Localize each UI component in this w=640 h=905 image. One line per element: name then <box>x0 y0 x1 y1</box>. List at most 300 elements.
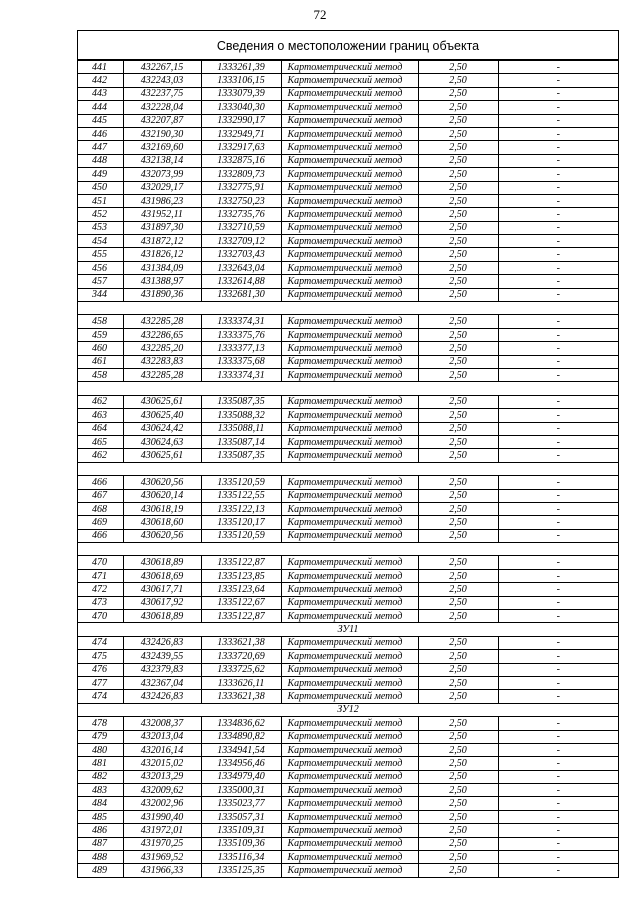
point-number-cell: 446 <box>78 127 123 140</box>
table-row <box>78 717 618 730</box>
point-number-cell: 461 <box>78 355 123 368</box>
x-coordinate-cell: 431990,40 <box>123 810 201 823</box>
method-cell: Картометрический метод <box>281 168 418 181</box>
table-row <box>78 168 618 181</box>
separator-cell <box>78 543 618 556</box>
point-number-cell: 469 <box>78 516 123 529</box>
y-coordinate-cell: 1333040,30 <box>201 101 281 114</box>
y-coordinate-cell: 1335023,77 <box>201 797 281 810</box>
method-cell: Картометрический метод <box>281 355 418 368</box>
description-cell: - <box>498 851 618 864</box>
method-cell: Картометрический метод <box>281 837 418 850</box>
description-cell: - <box>498 422 618 435</box>
method-cell: Картометрический метод <box>281 610 418 623</box>
accuracy-cell: 2,50 <box>418 663 498 676</box>
method-cell: Картометрический метод <box>281 221 418 234</box>
accuracy-cell: 2,50 <box>418 489 498 502</box>
table-row <box>78 851 618 864</box>
y-coordinate-cell: 1334979,40 <box>201 770 281 783</box>
point-number-cell: 476 <box>78 663 123 676</box>
table-row <box>78 74 618 87</box>
description-cell: - <box>498 154 618 167</box>
x-coordinate-cell: 432283,83 <box>123 355 201 368</box>
y-coordinate-cell: 1335122,55 <box>201 489 281 502</box>
x-coordinate-cell: 432439,55 <box>123 650 201 663</box>
accuracy-cell: 2,50 <box>418 342 498 355</box>
description-cell: - <box>498 529 618 542</box>
table-row <box>78 502 618 515</box>
accuracy-cell: 2,50 <box>418 114 498 127</box>
description-cell: - <box>498 824 618 837</box>
point-number-cell: 474 <box>78 636 123 649</box>
x-coordinate-cell: 431970,25 <box>123 837 201 850</box>
point-number-cell: 458 <box>78 368 123 381</box>
y-coordinate-cell: 1335087,14 <box>201 435 281 448</box>
table-row <box>78 87 618 100</box>
point-number-cell: 464 <box>78 422 123 435</box>
x-coordinate-cell: 431897,30 <box>123 221 201 234</box>
method-cell: Картометрический метод <box>281 235 418 248</box>
point-number-cell: 470 <box>78 556 123 569</box>
description-cell: - <box>498 596 618 609</box>
description-cell: - <box>498 610 618 623</box>
accuracy-cell: 2,50 <box>418 87 498 100</box>
x-coordinate-cell: 430625,40 <box>123 409 201 422</box>
point-number-cell: 454 <box>78 235 123 248</box>
x-coordinate-cell: 431388,97 <box>123 275 201 288</box>
y-coordinate-cell: 1334956,46 <box>201 757 281 770</box>
table-row <box>78 181 618 194</box>
point-number-cell: 473 <box>78 596 123 609</box>
point-number-cell: 489 <box>78 864 123 877</box>
table-row <box>78 797 618 810</box>
point-number-cell: 445 <box>78 114 123 127</box>
page-number: 72 <box>313 7 327 22</box>
y-coordinate-cell: 1333621,38 <box>201 636 281 649</box>
method-cell: Картометрический метод <box>281 797 418 810</box>
point-number-cell: 455 <box>78 248 123 261</box>
y-coordinate-cell: 1332614,88 <box>201 275 281 288</box>
description-cell: - <box>498 61 618 74</box>
table-row <box>78 529 618 542</box>
point-number-cell: 468 <box>78 502 123 515</box>
y-coordinate-cell: 1335000,31 <box>201 784 281 797</box>
y-coordinate-cell: 1335122,87 <box>201 610 281 623</box>
description-cell: - <box>498 355 618 368</box>
x-coordinate-cell: 432426,83 <box>123 636 201 649</box>
y-coordinate-cell: 1335122,87 <box>201 556 281 569</box>
point-number-cell: 456 <box>78 261 123 274</box>
method-cell: Картометрический метод <box>281 61 418 74</box>
accuracy-cell: 2,50 <box>418 569 498 582</box>
point-number-cell: 450 <box>78 181 123 194</box>
point-number-cell: 453 <box>78 221 123 234</box>
table-row <box>78 810 618 823</box>
x-coordinate-cell: 432016,14 <box>123 743 201 756</box>
accuracy-cell: 2,50 <box>418 690 498 703</box>
x-coordinate-cell: 430618,89 <box>123 610 201 623</box>
point-number-cell: 465 <box>78 435 123 448</box>
y-coordinate-cell: 1332809,73 <box>201 168 281 181</box>
method-cell: Картометрический метод <box>281 422 418 435</box>
description-cell: - <box>498 743 618 756</box>
accuracy-cell: 2,50 <box>418 422 498 435</box>
accuracy-cell: 2,50 <box>418 810 498 823</box>
description-cell: - <box>498 395 618 408</box>
separator-row <box>78 302 618 315</box>
method-cell: Картометрический метод <box>281 663 418 676</box>
method-cell: Картометрический метод <box>281 743 418 756</box>
method-cell: Картометрический метод <box>281 476 418 489</box>
x-coordinate-cell: 430625,61 <box>123 449 201 462</box>
accuracy-cell: 2,50 <box>418 181 498 194</box>
table-row <box>78 556 618 569</box>
method-cell: Картометрический метод <box>281 650 418 663</box>
x-coordinate-cell: 432267,15 <box>123 61 201 74</box>
point-number-cell: 466 <box>78 476 123 489</box>
description-cell: - <box>498 569 618 582</box>
description-cell: - <box>498 221 618 234</box>
accuracy-cell: 2,50 <box>418 61 498 74</box>
y-coordinate-cell: 1335123,85 <box>201 569 281 582</box>
accuracy-cell: 2,50 <box>418 730 498 743</box>
table-row <box>78 248 618 261</box>
method-cell: Картометрический метод <box>281 864 418 877</box>
x-coordinate-cell: 431890,36 <box>123 288 201 301</box>
description-cell: - <box>498 74 618 87</box>
separator-cell <box>78 302 618 315</box>
method-cell: Картометрический метод <box>281 516 418 529</box>
table-row <box>78 516 618 529</box>
table-row <box>78 583 618 596</box>
description-cell: - <box>498 181 618 194</box>
accuracy-cell: 2,50 <box>418 837 498 850</box>
point-number-cell: 478 <box>78 717 123 730</box>
method-cell: Картометрический метод <box>281 154 418 167</box>
table-row <box>78 114 618 127</box>
table-row <box>78 690 618 703</box>
table-row <box>78 676 618 689</box>
x-coordinate-cell: 432285,20 <box>123 342 201 355</box>
method-cell: Картометрический метод <box>281 596 418 609</box>
method-cell: Картометрический метод <box>281 690 418 703</box>
table-row <box>78 221 618 234</box>
method-cell: Картометрический метод <box>281 676 418 689</box>
y-coordinate-cell: 1334836,62 <box>201 717 281 730</box>
accuracy-cell: 2,50 <box>418 717 498 730</box>
y-coordinate-cell: 1333720,69 <box>201 650 281 663</box>
y-coordinate-cell: 1332750,23 <box>201 194 281 207</box>
method-cell: Картометрический метод <box>281 101 418 114</box>
accuracy-cell: 2,50 <box>418 409 498 422</box>
table-row <box>78 476 618 489</box>
description-cell: - <box>498 650 618 663</box>
x-coordinate-cell: 432228,04 <box>123 101 201 114</box>
description-cell: - <box>498 810 618 823</box>
description-cell: - <box>498 248 618 261</box>
separator-row <box>78 543 618 556</box>
description-cell: - <box>498 141 618 154</box>
x-coordinate-cell: 432013,04 <box>123 730 201 743</box>
y-coordinate-cell: 1335116,34 <box>201 851 281 864</box>
method-cell: Картометрический метод <box>281 851 418 864</box>
y-coordinate-cell: 1335120,59 <box>201 476 281 489</box>
accuracy-cell: 2,50 <box>418 476 498 489</box>
table-row <box>78 489 618 502</box>
description-cell: - <box>498 784 618 797</box>
x-coordinate-cell: 432002,96 <box>123 797 201 810</box>
y-coordinate-cell: 1335120,17 <box>201 516 281 529</box>
table-row <box>78 449 618 462</box>
accuracy-cell: 2,50 <box>418 275 498 288</box>
x-coordinate-cell: 432169,60 <box>123 141 201 154</box>
method-cell: Картометрический метод <box>281 435 418 448</box>
point-number-cell: 457 <box>78 275 123 288</box>
description-cell: - <box>498 127 618 140</box>
accuracy-cell: 2,50 <box>418 583 498 596</box>
x-coordinate-cell: 430618,19 <box>123 502 201 515</box>
coordinates-table-body <box>78 61 618 878</box>
point-number-cell: 441 <box>78 61 123 74</box>
accuracy-cell: 2,50 <box>418 127 498 140</box>
description-cell: - <box>498 168 618 181</box>
coordinates-table <box>78 60 618 878</box>
accuracy-cell: 2,50 <box>418 154 498 167</box>
description-cell: - <box>498 864 618 877</box>
description-cell: - <box>498 315 618 328</box>
point-number-cell: 466 <box>78 529 123 542</box>
accuracy-cell: 2,50 <box>418 395 498 408</box>
method-cell: Картометрический метод <box>281 328 418 341</box>
table-row <box>78 610 618 623</box>
x-coordinate-cell: 432285,28 <box>123 315 201 328</box>
point-number-cell: 344 <box>78 288 123 301</box>
y-coordinate-cell: 1332949,71 <box>201 127 281 140</box>
point-number-cell: 486 <box>78 824 123 837</box>
y-coordinate-cell: 1335057,31 <box>201 810 281 823</box>
x-coordinate-cell: 432013,29 <box>123 770 201 783</box>
method-cell: Картометрический метод <box>281 181 418 194</box>
method-cell: Картометрический метод <box>281 529 418 542</box>
method-cell: Картометрический метод <box>281 770 418 783</box>
accuracy-cell: 2,50 <box>418 101 498 114</box>
accuracy-cell: 2,50 <box>418 797 498 810</box>
accuracy-cell: 2,50 <box>418 315 498 328</box>
x-coordinate-cell: 430618,60 <box>123 516 201 529</box>
y-coordinate-cell: 1332875,16 <box>201 154 281 167</box>
table-row <box>78 837 618 850</box>
point-number-cell: 477 <box>78 676 123 689</box>
description-cell: - <box>498 476 618 489</box>
method-cell: Картометрический метод <box>281 569 418 582</box>
section-header-row <box>78 703 618 716</box>
method-cell: Картометрический метод <box>281 368 418 381</box>
point-number-cell: 447 <box>78 141 123 154</box>
x-coordinate-cell: 432426,83 <box>123 690 201 703</box>
method-cell: Картометрический метод <box>281 449 418 462</box>
accuracy-cell: 2,50 <box>418 449 498 462</box>
y-coordinate-cell: 1335088,11 <box>201 422 281 435</box>
table-row <box>78 743 618 756</box>
x-coordinate-cell: 430618,89 <box>123 556 201 569</box>
method-cell: Картометрический метод <box>281 248 418 261</box>
description-cell: - <box>498 516 618 529</box>
y-coordinate-cell: 1332775,91 <box>201 181 281 194</box>
description-cell: - <box>498 489 618 502</box>
accuracy-cell: 2,50 <box>418 757 498 770</box>
description-cell: - <box>498 87 618 100</box>
table-row <box>78 395 618 408</box>
y-coordinate-cell: 1335088,32 <box>201 409 281 422</box>
point-number-cell: 459 <box>78 328 123 341</box>
y-coordinate-cell: 1333725,62 <box>201 663 281 676</box>
accuracy-cell: 2,50 <box>418 636 498 649</box>
x-coordinate-cell: 432285,28 <box>123 368 201 381</box>
y-coordinate-cell: 1335122,67 <box>201 596 281 609</box>
x-coordinate-cell: 430620,14 <box>123 489 201 502</box>
x-coordinate-cell: 430617,92 <box>123 596 201 609</box>
x-coordinate-cell: 432243,03 <box>123 74 201 87</box>
accuracy-cell: 2,50 <box>418 328 498 341</box>
point-number-cell: 472 <box>78 583 123 596</box>
table-row <box>78 368 618 381</box>
point-number-cell: 458 <box>78 315 123 328</box>
point-number-cell: 467 <box>78 489 123 502</box>
accuracy-cell: 2,50 <box>418 435 498 448</box>
table-row <box>78 275 618 288</box>
boundary-table-frame <box>77 30 619 878</box>
method-cell: Картометрический метод <box>281 784 418 797</box>
table-row <box>78 663 618 676</box>
table-row <box>78 569 618 582</box>
separator-cell <box>78 462 618 475</box>
point-number-cell: 443 <box>78 87 123 100</box>
description-cell: - <box>498 114 618 127</box>
method-cell: Картометрический метод <box>281 409 418 422</box>
method-cell: Картометрический метод <box>281 583 418 596</box>
table-row <box>78 315 618 328</box>
accuracy-cell: 2,50 <box>418 355 498 368</box>
description-cell: - <box>498 409 618 422</box>
point-number-cell: 481 <box>78 757 123 770</box>
accuracy-cell: 2,50 <box>418 650 498 663</box>
point-number-cell: 452 <box>78 208 123 221</box>
table-row <box>78 328 618 341</box>
y-coordinate-cell: 1333106,15 <box>201 74 281 87</box>
y-coordinate-cell: 1333261,39 <box>201 61 281 74</box>
point-number-cell: 444 <box>78 101 123 114</box>
accuracy-cell: 2,50 <box>418 248 498 261</box>
accuracy-cell: 2,50 <box>418 784 498 797</box>
section-header-row <box>78 623 618 636</box>
point-number-cell: 475 <box>78 650 123 663</box>
accuracy-cell: 2,50 <box>418 529 498 542</box>
section-label: ЗУ11 <box>78 623 618 636</box>
separator-row <box>78 382 618 395</box>
table-row <box>78 435 618 448</box>
table-row <box>78 355 618 368</box>
table-row <box>78 127 618 140</box>
accuracy-cell: 2,50 <box>418 235 498 248</box>
x-coordinate-cell: 431966,33 <box>123 864 201 877</box>
accuracy-cell: 2,50 <box>418 74 498 87</box>
accuracy-cell: 2,50 <box>418 502 498 515</box>
description-cell: - <box>498 757 618 770</box>
y-coordinate-cell: 1332681,30 <box>201 288 281 301</box>
table-row <box>78 650 618 663</box>
y-coordinate-cell: 1333374,31 <box>201 368 281 381</box>
method-cell: Картометрический метод <box>281 114 418 127</box>
y-coordinate-cell: 1335109,36 <box>201 837 281 850</box>
point-number-cell: 470 <box>78 610 123 623</box>
table-row <box>78 770 618 783</box>
method-cell: Картометрический метод <box>281 87 418 100</box>
method-cell: Картометрический метод <box>281 127 418 140</box>
separator-cell <box>78 382 618 395</box>
table-row <box>78 288 618 301</box>
method-cell: Картометрический метод <box>281 730 418 743</box>
table-row <box>78 422 618 435</box>
description-cell: - <box>498 837 618 850</box>
table-row <box>78 730 618 743</box>
method-cell: Картометрический метод <box>281 757 418 770</box>
description-cell: - <box>498 449 618 462</box>
table-title: Сведения о местоположении границ объекта <box>78 31 618 60</box>
x-coordinate-cell: 431384,09 <box>123 261 201 274</box>
accuracy-cell: 2,50 <box>418 261 498 274</box>
y-coordinate-cell: 1334941,54 <box>201 743 281 756</box>
description-cell: - <box>498 770 618 783</box>
y-coordinate-cell: 1335122,13 <box>201 502 281 515</box>
y-coordinate-cell: 1335120,59 <box>201 529 281 542</box>
x-coordinate-cell: 430625,61 <box>123 395 201 408</box>
table-row <box>78 141 618 154</box>
point-number-cell: 485 <box>78 810 123 823</box>
description-cell: - <box>498 690 618 703</box>
point-number-cell: 449 <box>78 168 123 181</box>
point-number-cell: 474 <box>78 690 123 703</box>
description-cell: - <box>498 328 618 341</box>
method-cell: Картометрический метод <box>281 141 418 154</box>
y-coordinate-cell: 1332709,12 <box>201 235 281 248</box>
y-coordinate-cell: 1335109,31 <box>201 824 281 837</box>
table-row <box>78 757 618 770</box>
point-number-cell: 462 <box>78 449 123 462</box>
accuracy-cell: 2,50 <box>418 368 498 381</box>
x-coordinate-cell: 432009,62 <box>123 784 201 797</box>
accuracy-cell: 2,50 <box>418 208 498 221</box>
y-coordinate-cell: 1333375,68 <box>201 355 281 368</box>
x-coordinate-cell: 430624,63 <box>123 435 201 448</box>
y-coordinate-cell: 1335123,64 <box>201 583 281 596</box>
point-number-cell: 480 <box>78 743 123 756</box>
accuracy-cell: 2,50 <box>418 676 498 689</box>
x-coordinate-cell: 431872,12 <box>123 235 201 248</box>
method-cell: Картометрический метод <box>281 315 418 328</box>
accuracy-cell: 2,50 <box>418 743 498 756</box>
accuracy-cell: 2,50 <box>418 851 498 864</box>
table-row <box>78 194 618 207</box>
accuracy-cell: 2,50 <box>418 221 498 234</box>
method-cell: Картометрический метод <box>281 636 418 649</box>
table-row <box>78 154 618 167</box>
y-coordinate-cell: 1332917,63 <box>201 141 281 154</box>
y-coordinate-cell: 1332703,43 <box>201 248 281 261</box>
y-coordinate-cell: 1332710,59 <box>201 221 281 234</box>
point-number-cell: 463 <box>78 409 123 422</box>
accuracy-cell: 2,50 <box>418 770 498 783</box>
method-cell: Картометрический метод <box>281 395 418 408</box>
